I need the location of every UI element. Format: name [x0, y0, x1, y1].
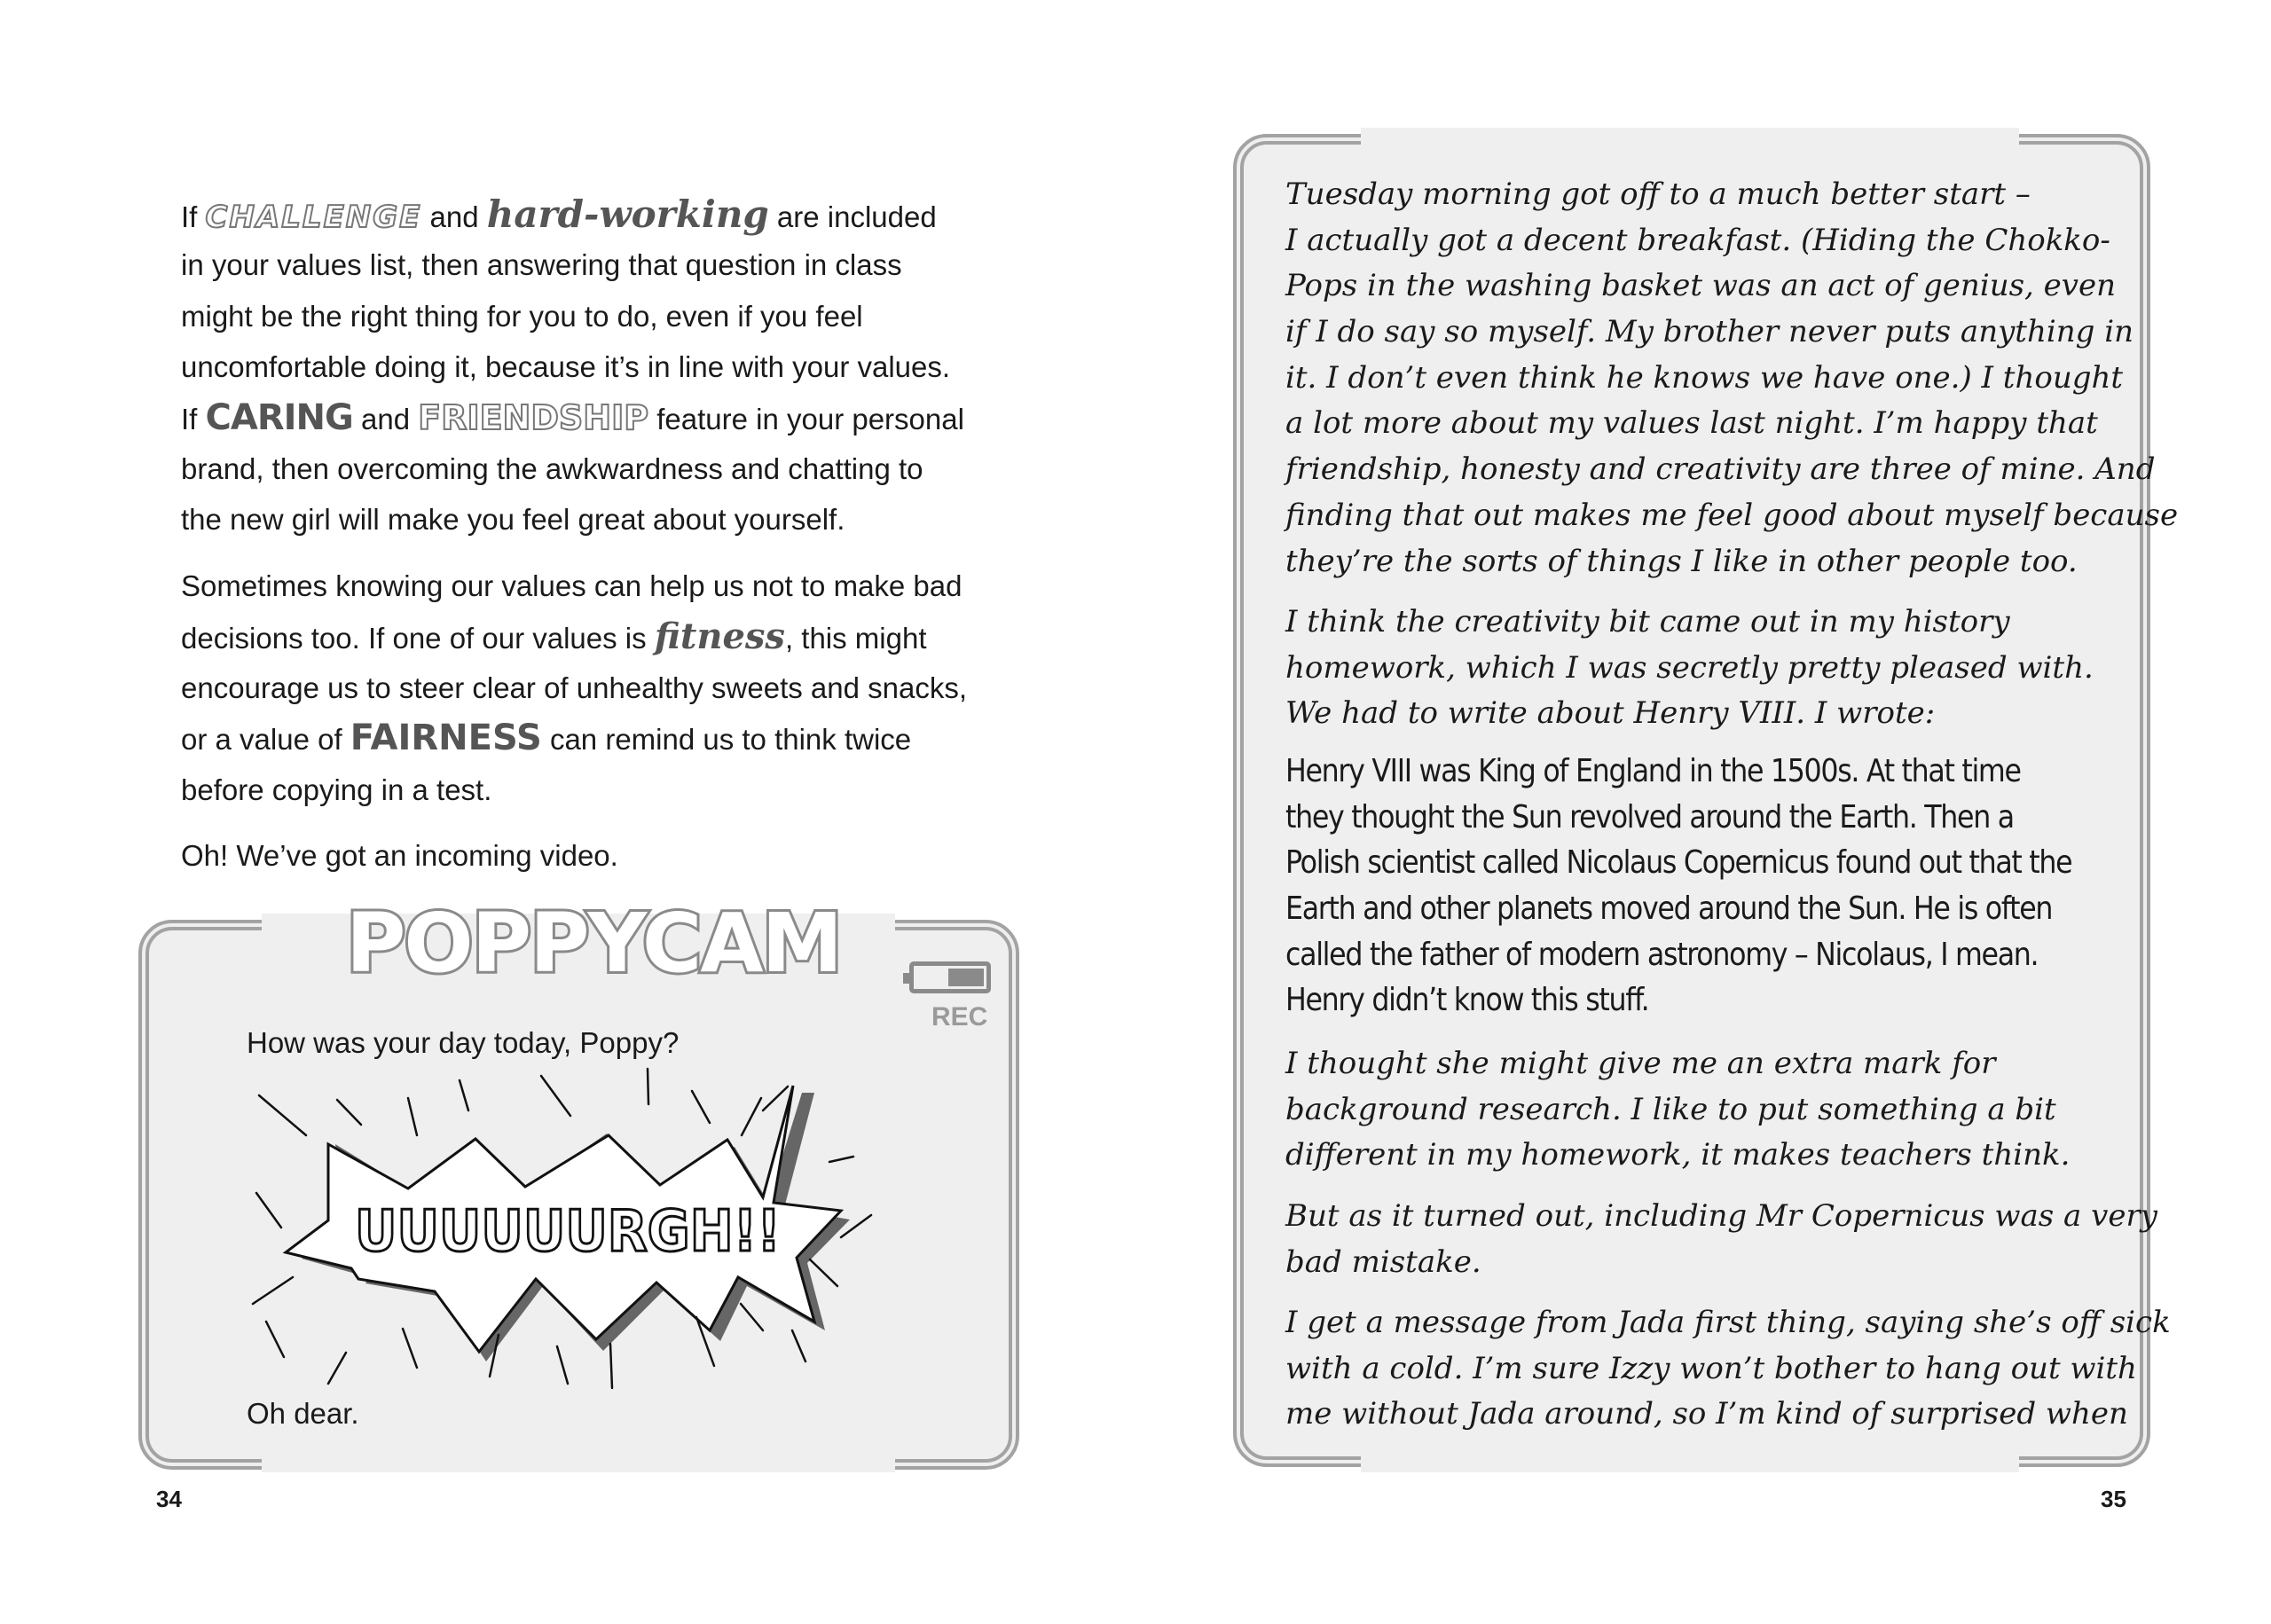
starburst-illustration: [0, 0, 1065, 1508]
value-keyword: hard-working: [486, 192, 769, 236]
diary-paragraph: [1285, 600, 2094, 737]
frame-gap: [1361, 1455, 2019, 1472]
value-keyword: FRIENDSHIP: [418, 397, 649, 437]
text-line: they’re the sorts of things I like in other people too.: [1285, 543, 2078, 579]
poppycam-reply: Oh dear.: [247, 1397, 359, 1430]
poppycam-title: POPPYCAM: [346, 896, 842, 991]
exclamation-text: UUUUUURGH!!: [355, 1199, 781, 1265]
text-line: with a cold. I’m sure Izzy won’t bother to hang out with: [1285, 1350, 2137, 1386]
text-line: I think the creativity bit came out in my history: [1285, 604, 2010, 639]
diary-paragraph: [1285, 1041, 2070, 1179]
text-line: bad mistake.: [1285, 1243, 1481, 1280]
text-segment: brand, then overcoming the awkwardness and chatting to: [181, 451, 923, 485]
value-keyword: fitness: [654, 616, 785, 658]
frame-gap: [1361, 128, 2019, 145]
text-segment: and: [421, 200, 487, 233]
text-segment: can remind us to think twice: [541, 723, 912, 757]
text-line: they thought the Sun revolved around the Earth. Then a: [1285, 798, 2014, 836]
text-line: I actually got a decent breakfast. (Hiding the Chokko-: [1285, 222, 2110, 258]
text-segment: might be the right thing for you to do, even if you feel: [181, 299, 863, 333]
text-line: called the father of modern astronomy – Nicolaus, I mean.: [1285, 936, 2039, 973]
text-segment: If: [181, 402, 206, 435]
diary-paragraph: [1285, 1194, 2157, 1285]
text-line: I thought she might give me an extra mark for: [1285, 1046, 1996, 1081]
text-line: homework, which I was secretly pretty pleased with.: [1285, 649, 2094, 686]
rec-label: REC: [931, 1002, 988, 1032]
text-line: a lot more about my values last night. I’m happy that: [1285, 405, 2098, 442]
text-segment: Oh! We’ve got an incoming video.: [181, 839, 618, 872]
text-segment: feature in your personal: [648, 402, 964, 435]
text-line: different in my homework, it makes teachers think.: [1285, 1137, 2071, 1173]
page-number-left: 34: [156, 1486, 182, 1512]
text-line: finding that out makes me feel good about myself because: [1285, 497, 2179, 533]
text-segment: decisions too. If one of our values is: [181, 622, 655, 655]
text-segment: before copying in a test.: [181, 773, 492, 806]
text-line: Polish scientist called Nicolaus Copernicus found out that the: [1285, 844, 2072, 882]
text-segment: are included: [768, 200, 937, 233]
text-line: Pops in the washing basket was an act of genius, even: [1285, 268, 2117, 304]
text-segment: , this might: [784, 622, 927, 655]
value-keyword: FAIRNESS: [350, 718, 542, 759]
text-line: I get a message from Jada first thing, saying she’s off sick: [1285, 1305, 2171, 1340]
page-number-right: 35: [2101, 1486, 2126, 1512]
text-line: if I do say so myself. My brother never puts anything in: [1285, 314, 2133, 350]
text-line: Henry didn’t know this stuff.: [1285, 982, 1649, 1019]
text-segment: and: [352, 402, 419, 435]
diary-paragraph: [1285, 172, 2178, 584]
text-line: We had to write about Henry VIII. I wrote:: [1285, 695, 1936, 732]
text-segment: or a value of: [181, 723, 350, 757]
text-line: me without Jada around, so I’m kind of surprised when: [1285, 1396, 2128, 1432]
value-keyword: CARING: [205, 396, 353, 438]
value-keyword: CHALLENGE: [205, 200, 422, 235]
text-line: Tuesday morning got off to a much better start –: [1285, 177, 2031, 212]
text-line: background research. I like to put something a bit: [1285, 1091, 2056, 1127]
text-line: Henry VIII was King of England in the 1500s. At that time: [1285, 753, 2021, 789]
text-segment: in your values list, then answering that question in class: [181, 248, 902, 282]
text-line: it. I don’t even think he knows we have one.) I thought: [1285, 359, 2124, 396]
text-segment: the new girl will make you feel great about yourself.: [181, 503, 845, 537]
text-segment: If: [181, 200, 206, 233]
text-line: Earth and other planets moved around the Sun. He is often: [1285, 890, 2053, 928]
text-line: friendship, honesty and creativity are three of mine. And: [1285, 451, 2156, 488]
poppycam-question: How was your day today, Poppy?: [247, 1026, 680, 1059]
text-segment: uncomfortable doing it, because it’s in line with your values.: [181, 350, 951, 384]
text-segment: encourage us to steer clear of unhealthy sweets and snacks,: [181, 671, 968, 704]
text-segment: Sometimes knowing our values can help us not to make bad: [181, 569, 963, 602]
handwritten-homework: [1285, 749, 2179, 1024]
text-line: But as it turned out, including Mr Copernicus was a very: [1285, 1198, 2157, 1234]
diary-paragraph: [1285, 1300, 2171, 1438]
